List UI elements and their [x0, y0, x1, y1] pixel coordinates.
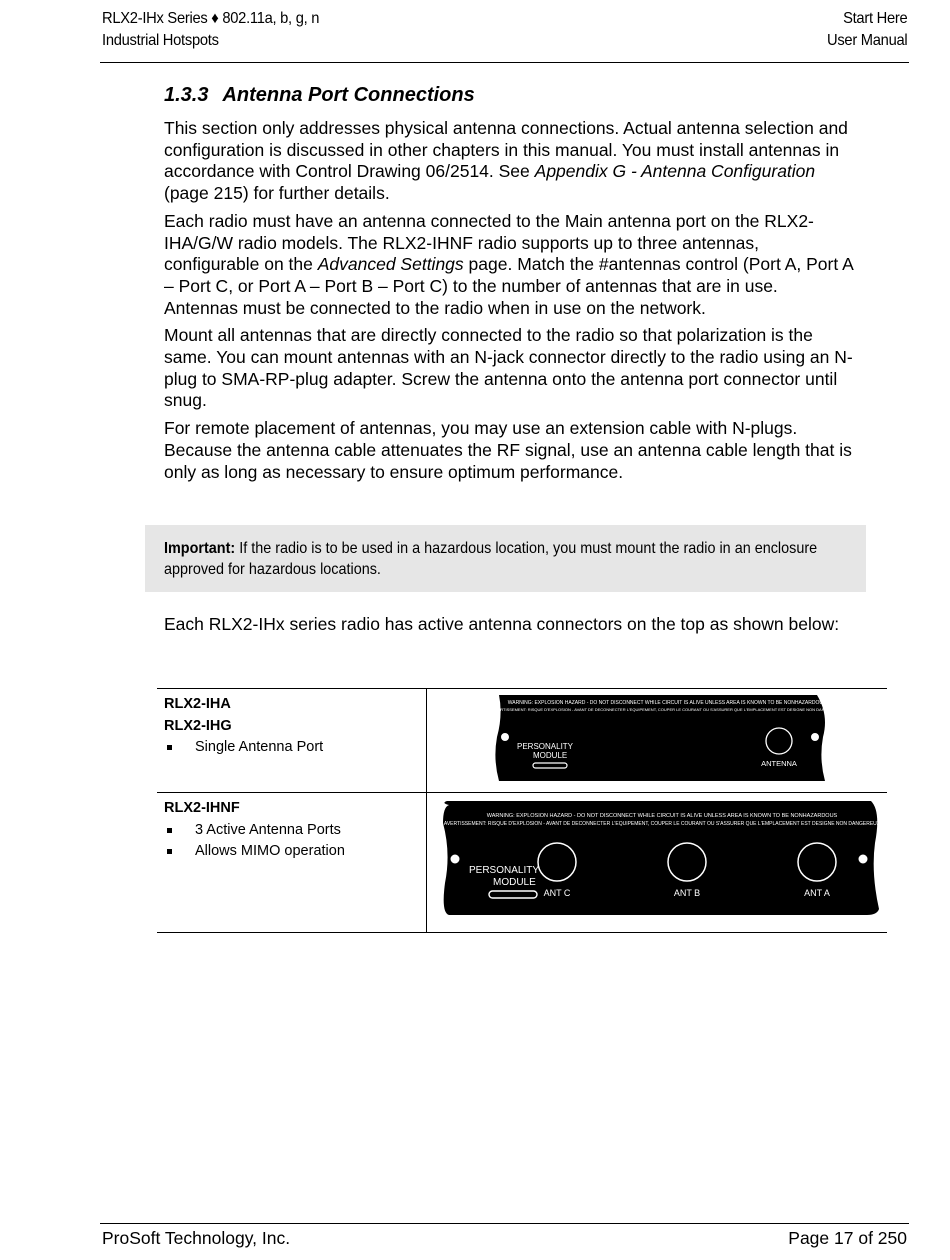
port-label-antenna: ANTENNA [761, 759, 797, 768]
model-cell [157, 793, 427, 933]
section-title: Antenna Port Connections [222, 84, 475, 106]
paragraph-3: Mount all antennas that are directly connected to the radio so that polarization is the same. You can mount antennas with an N-jack connector directly to the radio using an N-plug to SMA-RP-plug adapter. Screw the antenna onto the antenna port connector until snug. [164, 325, 853, 411]
panel-image-cell [427, 793, 888, 933]
paragraph-1: This section only addresses physical antenna connections. Actual antenna selection and configuration is discussed in other chapters in this manual. You must install antennas in accordance with Control Drawing 06/2514. See Appendix G - Antenna Configuration (page 215) for further details. [164, 118, 848, 204]
single-antenna-panel-drawing [427, 689, 893, 787]
warning-text-fr: AVERTISSEMENT: RISQUE D'EXPLOSION - AVANT DE DECONNECTER L'EQUIPEMENT, COUPER LE COURANT OU S'ASSURER QUE L'EMPLACEMENT EST DESIGNE NON DANGEREUX [443, 821, 881, 827]
body-text [164, 118, 854, 489]
connectors-intro: Each RLX2-IHx series radio has active antenna connectors on the top as shown below: [164, 614, 840, 634]
model-name: RLX2-IHA [164, 696, 231, 712]
paragraph-4: For remote placement of antennas, you may use an extension cable with N-plugs. Because the antenna cable attenuates the RF signal, use an antenna cable length that is only as long as necessary to ensure optimum performance. [164, 418, 852, 482]
advanced-settings-reference: Advanced Settings [317, 254, 464, 275]
important-note-text: Important: If the radio is to be used in a hazardous location, you must mount the radio in an enclosure approved for hazardous locations. [164, 540, 818, 578]
header-product-category: Industrial Hotspots [102, 32, 219, 49]
three-antenna-panel-drawing [427, 793, 893, 927]
port-label-ant-a: ANT A [804, 888, 830, 898]
page-footer [100, 1223, 909, 1254]
table-row [157, 793, 887, 933]
port-label-ant-c: ANT C [543, 888, 571, 898]
header-right [827, 8, 907, 52]
model-name: RLX2-IHNF [164, 800, 240, 816]
feature-bullet: Single Antenna Port [164, 737, 426, 759]
port-label-ant-b: ANT B [673, 888, 701, 898]
header-product-line: RLX2-IHx Series ♦ 802.11a, b, g, n [102, 10, 320, 27]
antenna-port-table [157, 688, 887, 933]
appendix-reference: Appendix G - Antenna Configuration [534, 161, 816, 182]
antenna-port-b-icon [668, 843, 706, 881]
model-name: RLX2-IHG [164, 717, 232, 734]
paragraph-2: Each radio must have an antenna connected to the Main antenna port on the RLX2-IHA/G/W radio models. The RLX2-IHNF radio supports up to three antennas, configurable on the Advanced Settings page. Match the #antennas control (Port A, Port A – Port C, or Port A – Port B – Port C) to the number of antennas that are in use. Antennas must be connected to the radio when in use on the network. [164, 210, 853, 318]
feature-bullet: Allows MIMO operation [164, 841, 426, 863]
header-left [102, 8, 319, 52]
header-section-name: Start Here [842, 10, 907, 27]
footer-page-number: Page 17 of 250 [788, 1228, 907, 1248]
antenna-port-icon [766, 728, 792, 754]
footer-company: ProSoft Technology, Inc. [102, 1228, 291, 1248]
antenna-port-a-icon [798, 843, 836, 881]
module-label-1: PERSONALITY [469, 865, 540, 876]
important-note-box [145, 525, 866, 592]
feature-bullet: 3 Active Antenna Ports [164, 820, 426, 842]
section-heading [164, 84, 475, 107]
important-label: Important: [164, 540, 236, 557]
mounting-hole-left [501, 733, 510, 742]
header-doc-type: User Manual [826, 32, 907, 49]
antenna-port-c-icon [538, 843, 576, 881]
page-header [100, 8, 909, 63]
mounting-hole-right [858, 854, 868, 864]
mounting-hole-right [811, 733, 820, 742]
section-number: 1.3.3 [164, 84, 209, 106]
table-row [157, 689, 887, 793]
warning-text-en: WARNING: EXPLOSION HAZARD - DO NOT DISCONNECT WHILE CIRCUIT IS ALIVE UNLESS AREA IS KNOWN TO BE NONHAZARDOUS [507, 700, 827, 706]
module-label-1: PERSONALITY [517, 742, 574, 751]
warning-text-en: WARNING: EXPLOSION HAZARD - DO NOT DISCONNECT WHILE CIRCUIT IS ALIVE UNLESS AREA IS KNOWN TO BE NONHAZARDOUS [486, 813, 838, 819]
module-label-2: MODULE [493, 877, 536, 888]
panel-image-cell [427, 689, 888, 793]
mounting-hole-left [450, 854, 460, 864]
model-cell [157, 689, 427, 793]
warning-text-fr: AVERTISSEMENT: RISQUE D'EXPLOSION - AVANT DE DECONNECTER L'EQUIPEMENT, COUPER LE COURANT OU S'ASSURER QUE L'EMPLACEMENT EST DESIGNE NON DANGEREUX [492, 707, 842, 712]
module-label-2: MODULE [533, 751, 568, 760]
